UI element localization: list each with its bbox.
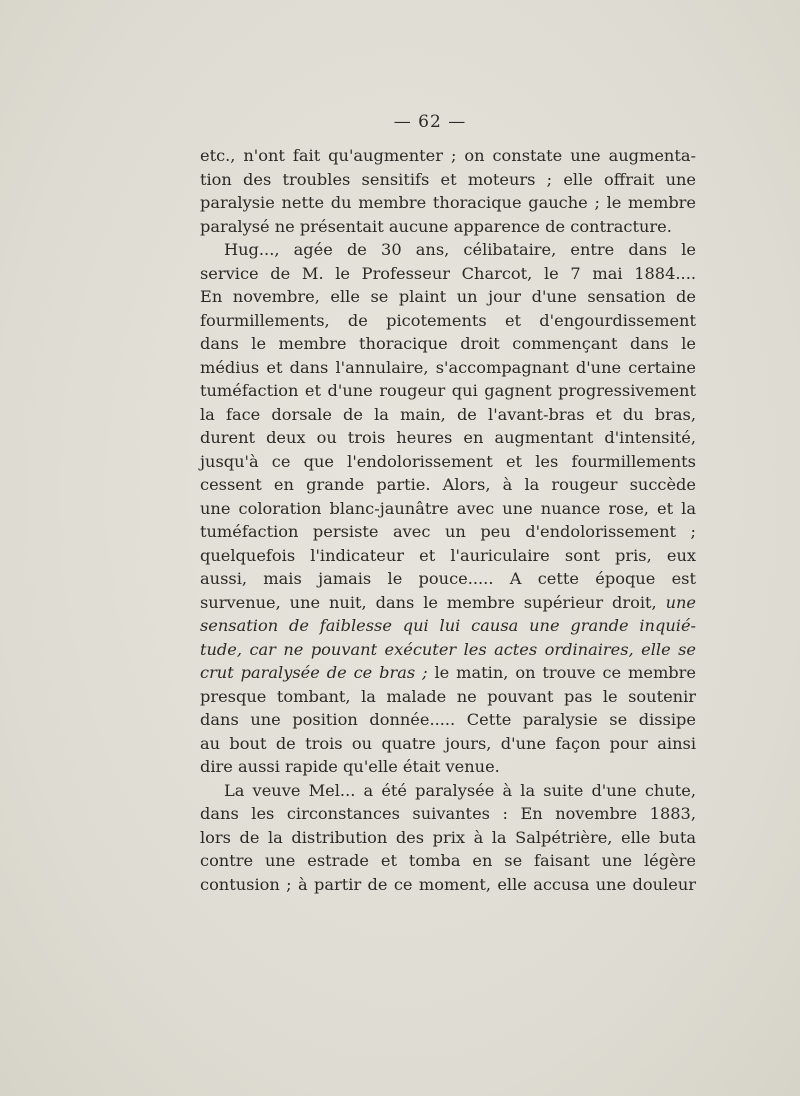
text-segment: contusion ; à partir de ce moment, elle accusa une douleur: [200, 874, 696, 894]
text-line: [200, 332, 696, 356]
page-number: — 62 —: [393, 112, 467, 132]
text-line: [200, 520, 696, 544]
text-segment: paralysie nette du membre thoracique gauche ; le membre: [200, 193, 696, 212]
text-line: [200, 661, 696, 685]
text-line: [200, 238, 696, 262]
text-segment: jusqu'à ce que l'endolorissement et les fourmillements: [200, 451, 696, 471]
text-line: [200, 685, 696, 709]
text-segment: tuméfaction et d'une rougeur qui gagnent progressivement: [200, 381, 696, 400]
text-segment: En novembre, elle se plaint un jour d'une sensation de: [200, 287, 696, 306]
text-segment: La veuve Mel... a été paralysée à la suite d'une chute,: [224, 780, 696, 800]
text-segment: paralysé ne présentait aucune apparence de contracture.: [200, 216, 672, 236]
text-segment: cessent en grande partie. Alors, à la rougeur succède: [200, 475, 696, 494]
text-segment: lors de la distribution des prix à la Salpétrière, elle buta: [200, 827, 696, 847]
text-segment: tuméfaction persiste avec un peu d'endolorissement ;: [200, 522, 696, 541]
text-segment: contre une estrade et tomba en se faisant une légère: [200, 851, 696, 870]
text-line: [200, 450, 696, 474]
text-line: [200, 473, 696, 497]
text-line: [200, 144, 696, 168]
text-line: [200, 849, 696, 873]
italic-text: tude, car ne pouvant exécuter les actes ordinaires, elle se: [200, 639, 696, 659]
text-line: [200, 215, 696, 239]
text-line: [200, 426, 696, 450]
text-line: [200, 873, 696, 897]
text-segment: dans le membre thoracique droit commençant dans le: [200, 334, 696, 353]
italic-text: crut paralysée de ce bras ;: [200, 663, 428, 682]
text-segment: médius et dans l'annulaire, s'accompagnant d'une certaine: [200, 357, 696, 377]
text-line: [200, 497, 696, 521]
text-segment: une coloration blanc-jaunâtre avec une nuance rose, et la: [200, 498, 696, 518]
text-segment: etc., n'ont fait qu'augmenter ; on constate une augmenta-: [200, 146, 696, 165]
text-segment: dire aussi rapide qu'elle était venue.: [200, 757, 500, 776]
text-segment: le matin, on trouve ce membre: [427, 663, 696, 682]
body-text: [200, 144, 696, 896]
text-segment: durent deux ou trois heures en augmentant d'intensité,: [200, 428, 696, 447]
text-line: [200, 544, 696, 568]
text-line: [200, 779, 696, 803]
text-segment: aussi, mais jamais le pouce..... A cette époque est: [200, 569, 696, 588]
text-segment: survenue, une nuit, dans le membre supérieur droit,: [200, 592, 666, 612]
text-segment: Hug..., agée de 30 ans, célibataire, entre dans le: [224, 240, 696, 259]
text-line: [200, 591, 696, 615]
text-segment: service de M. le Professeur Charcot, le 7 mai 1884....: [200, 263, 696, 283]
text-line: [200, 262, 696, 286]
text-segment: au bout de trois ou quatre jours, d'une façon pour ainsi: [200, 733, 696, 753]
text-line: [200, 708, 696, 732]
text-line: [200, 614, 696, 638]
text-line: [200, 732, 696, 756]
text-segment: la face dorsale de la main, de l'avant-bras et du bras,: [200, 404, 696, 424]
text-line: [200, 285, 696, 309]
text-line: [200, 309, 696, 333]
text-line: [200, 638, 696, 662]
text-segment: dans les circonstances suivantes : En novembre 1883,: [200, 804, 696, 823]
text-segment: fourmillements, de picotements et d'engourdissement: [200, 310, 696, 330]
text-line: [200, 356, 696, 380]
text-segment: presque tombant, la malade ne pouvant pas le soutenir: [200, 686, 696, 706]
text-line: [200, 826, 696, 850]
text-line: [200, 379, 696, 403]
italic-text: une: [665, 592, 696, 612]
text-segment: quelquefois l'indicateur et l'auriculaire sont pris, eux: [200, 545, 696, 565]
text-segment: dans une position donnée..... Cette paralysie se dissipe: [200, 710, 696, 729]
text-line: [200, 191, 696, 215]
text-line: [200, 567, 696, 591]
text-line: [200, 403, 696, 427]
text-line: [200, 802, 696, 826]
text-line: [200, 168, 696, 192]
italic-text: sensation de faiblesse qui lui causa une grande inquié-: [200, 616, 696, 635]
text-line: [200, 755, 696, 779]
text-segment: tion des troubles sensitifs et moteurs ; elle offrait une: [200, 169, 696, 189]
